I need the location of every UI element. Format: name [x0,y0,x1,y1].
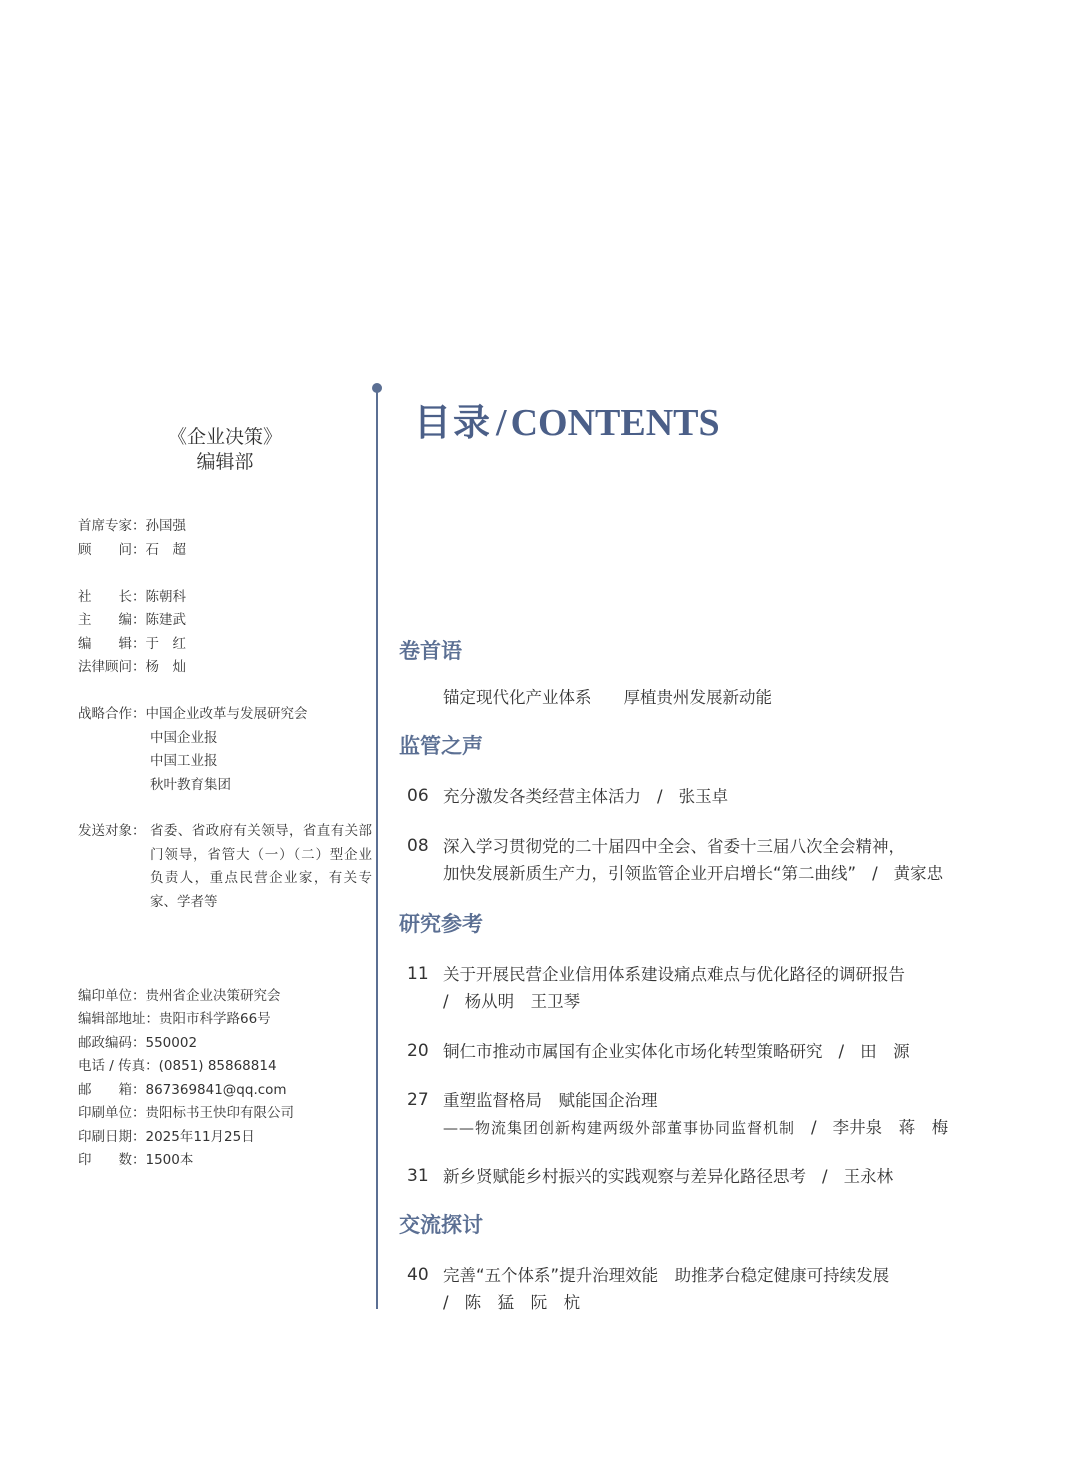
partner-item: 中国企业报 [150,730,218,746]
divider-dot [372,383,382,393]
toc-entry[interactable]: 重塑监督格局 赋能国企治理 [443,1091,658,1110]
staff-row: 主 编：陈建武 [78,612,186,628]
toc-page-number: 08 [407,836,429,856]
toc-entry-continued[interactable]: 加快发展新质生产力，引领监管企业开启增长“第二曲线” / 黄家忠 [443,864,944,883]
masthead-subtitle: 编辑部 [196,451,254,473]
title-slash: / [496,402,507,444]
partner-item: 中国工业报 [150,753,218,769]
publishing-row: 邮 箱：867369841@qq.com [78,1082,287,1098]
page-title [414,392,720,446]
staff-row: 首席专家：孙国强 [78,518,186,534]
publishing-row: 印刷日期：2025年11月25日 [78,1129,255,1145]
toc-entry-author[interactable]: / 陈 猛 阮 杭 [443,1293,581,1312]
toc-page-number: 31 [407,1166,429,1186]
toc-page-number: 20 [407,1041,429,1061]
recipients-text: 省委、省政府有关领导，省直有关部门领导，省管大（一）（二）型企业负责人，重点民营企业家，有关专家、学者等 [150,823,372,910]
staff-row: 法律顾问：杨 灿 [78,659,186,675]
recipients-label: 发送对象： [78,823,146,839]
staff-row: 顾 问：石 超 [78,542,186,558]
toc-entry-author[interactable]: / 杨从明 王卫琴 [443,992,581,1011]
publishing-row: 邮政编码：550002 [78,1035,198,1051]
toc-page-number: 27 [407,1090,429,1110]
partners-row: 战略合作：中国企业改革与发展研究会 [78,706,308,722]
recipients-block [78,820,378,914]
publishing-row: 印 数：1500本 [78,1152,194,1168]
toc-page-number: 11 [407,964,429,984]
toc-entry-preface[interactable]: 锚定现代化产业体系 厚植贵州发展新动能 [443,688,772,707]
masthead-title: 《企业决策》 [167,426,282,448]
staff-row: 编 辑：于 红 [78,636,186,652]
title-zh: 目录 [414,401,492,444]
publishing-row: 电话 / 传真：(0851) 85868814 [78,1058,277,1074]
section-heading: 卷首语 [399,639,462,663]
toc-entry-continued[interactable]: ——物流集团创新构建两级外部董事协同监督机制 / 李井泉 蒋 梅 [443,1118,949,1137]
toc-entry[interactable]: 深入学习贯彻党的二十届四中全会、省委十三届八次全会精神， [443,837,905,856]
toc-entry[interactable]: 新乡贤赋能乡村振兴的实践观察与差异化路径思考 / 王永林 [443,1167,894,1186]
toc-entry[interactable]: 充分激发各类经营主体活力 / 张玉卓 [443,787,729,806]
toc-entry[interactable]: 关于开展民营企业信用体系建设痛点难点与优化路径的调研报告 [443,965,905,984]
section-heading: 交流探讨 [399,1213,483,1237]
section-heading: 监管之声 [399,734,483,758]
toc-entry[interactable]: 完善“五个体系”提升治理效能 助推茅台稳定健康可持续发展 [443,1266,890,1285]
publishing-row: 编辑部地址：贵阳市科学路66号 [78,1011,271,1027]
toc-page-number: 40 [407,1265,429,1285]
partner-item: 秋叶教育集团 [150,777,231,793]
publishing-row: 印刷单位：贵阳标书王快印有限公司 [78,1105,294,1121]
publishing-row: 编印单位：贵州省企业决策研究会 [78,988,281,1004]
toc-entry[interactable]: 铜仁市推动市属国有企业实体化市场化转型策略研究 / 田 源 [443,1042,910,1061]
staff-row: 社 长：陈朝科 [78,589,186,605]
title-en: CONTENTS [510,402,720,444]
toc-page-number: 06 [407,786,429,806]
section-heading: 研究参考 [399,912,483,936]
divider-line [376,388,378,1309]
